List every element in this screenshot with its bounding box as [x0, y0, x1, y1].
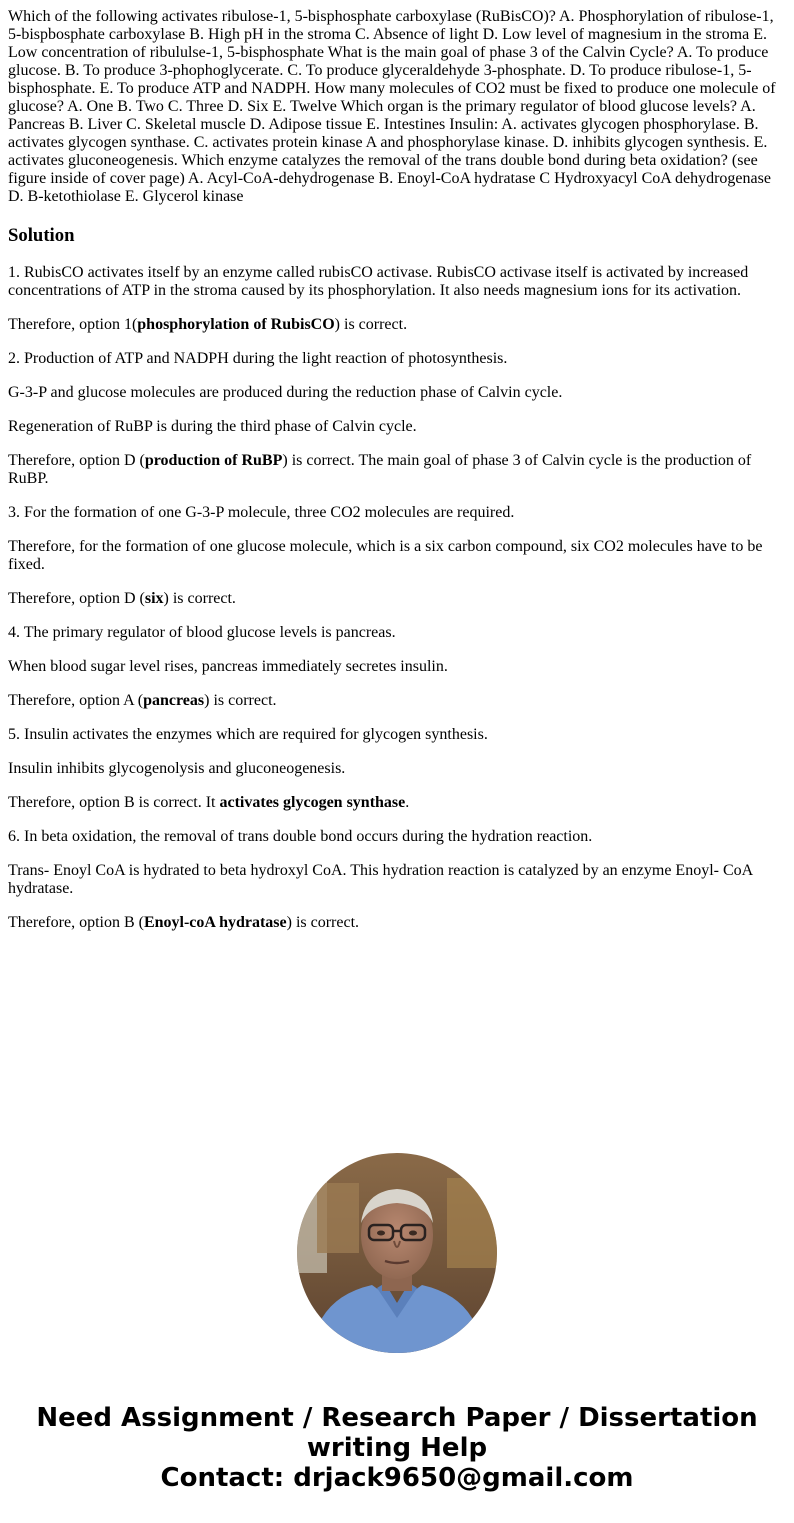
promo-line-1: Need Assignment / Research Paper / Dissertation	[36, 1403, 758, 1433]
solution-paragraph-11: 6. In beta oxidation, the removal of trans double bond occurs during the hydration reaction.	[8, 828, 593, 845]
solution-answer-2	[8, 452, 786, 488]
answer-prefix: Therefore, option A (	[8, 692, 144, 709]
answer-highlight: activates glycogen synthase	[219, 794, 406, 811]
solution-paragraph-5: 3. For the formation of one G-3-P molecule, three CO2 molecules are required.	[8, 504, 515, 521]
avatar	[297, 1153, 497, 1353]
solution-paragraph-2: 2. Production of ATP and NADPH during the light reaction of photosynthesis.	[8, 350, 508, 367]
answer-prefix: Therefore, option B is correct. It	[8, 794, 220, 811]
avatar-photo	[297, 1153, 497, 1353]
answer-highlight: production of RuBP	[144, 452, 283, 469]
answer-suffix: ) is correct.	[334, 316, 408, 333]
answer-suffix: .	[405, 794, 410, 811]
solution-paragraph-10: Insulin inhibits glycogenolysis and gluconeogenesis.	[8, 760, 346, 777]
promo-banner	[0, 1403, 794, 1493]
solution-paragraph-12: Trans- Enoyl CoA is hydrated to beta hydroxyl CoA. This hydration reaction is catalyzed by an enzyme Enoyl- CoA hydratase.	[8, 862, 753, 897]
solution-paragraph-8: When blood sugar level rises, pancreas immediately secretes insulin.	[8, 658, 448, 675]
answer-highlight: six	[144, 590, 164, 607]
solution-paragraph-9: 5. Insulin activates the enzymes which are required for glycogen synthesis.	[8, 726, 488, 743]
answer-suffix: ) is correct. The main goal of phase 3 of Calvin cycle is the production of RuBP.	[8, 452, 752, 487]
solution-answer-4	[8, 692, 786, 710]
solution-paragraph-1: 1. RubisCO activates itself by an enzyme called rubisCO activase. RubisCO activase itself is activated by increased concentrations of ATP in the stroma caused by its phosphorylation. It also needs magnesium ions for its activation.	[8, 264, 749, 299]
answer-suffix: ) is correct.	[163, 590, 236, 607]
solution-paragraph-7: 4. The primary regulator of blood glucose levels is pancreas.	[8, 624, 396, 641]
solution-answer-3	[8, 590, 786, 608]
question-text: Which of the following activates ribulose-1, 5-bisphosphate carboxylase (RuBisCO)? A. Phosphorylation of ribulose-1, 5-bispbosphate carboxylase B. High pH in the stroma C. Absence of light D. Low level of magnesium in the stroma E. Low concentration of ribululse-1, 5-bisphosphate What is the main goal of phase 3 of the Calvin Cycle? A. To produce glucose. B. To produce 3-phophoglycerate. C. To produce glyceraldehyde 3-phosphate. D. To produce ribulose-1, 5-bisphosphate. E. To produce ATP and NADPH. How many molecules of CO2 must be fixed to produce one molecule of glucose? A. One B. Two C. Three D. Six E. Twelve Which organ is the primary regulator of blood glucose levels? A. Pancreas B. Liver C. Skeletal muscle D. Adipose tissue E. Intestines Insulin: A. activates glycogen phosphorylase. B. activates glycogen synthase. C. activates protein kinase A and phosphorylase kinase. D. inhibits glycogen synthesis. E. activates gluconeogenesis. Which enzyme catalyzes the removal of the trans double bond during beta oxidation? (see figure inside of cover page) A. Acyl-CoA-dehydrogenase B. Enoyl-CoA hydratase C Hydroxyacyl CoA dehydrogenase D. B-ketothiolase E. Glycerol kinase	[8, 8, 776, 205]
answer-prefix: Therefore, option B (	[8, 914, 144, 931]
solution-paragraph-4: Regeneration of RuBP is during the third phase of Calvin cycle.	[8, 418, 417, 435]
solution-answer-1	[8, 316, 786, 334]
answer-prefix: Therefore, option D (	[8, 590, 145, 607]
answer-prefix: Therefore, option D (	[8, 452, 145, 469]
answer-highlight: Enoyl-coA hydratase	[143, 914, 287, 931]
solution-paragraph-6: Therefore, for the formation of one glucose molecule, which is a six carbon compound, six CO2 molecules have to be fixed.	[8, 538, 763, 573]
answer-suffix: ) is correct.	[286, 914, 360, 931]
answer-highlight: phosphorylation of RubisCO	[137, 316, 335, 333]
solution-answer-5	[8, 794, 786, 812]
promo-contact: Contact: drjack9650@gmail.com	[160, 1463, 634, 1493]
answer-suffix: ) is correct.	[204, 692, 277, 709]
solution-heading: Solution	[8, 225, 75, 246]
solution-paragraph-3: G-3-P and glucose molecules are produced during the reduction phase of Calvin cycle.	[8, 384, 563, 401]
answer-prefix: Therefore, option 1(	[8, 316, 138, 333]
promo-line-2: writing Help	[306, 1433, 488, 1463]
answer-highlight: pancreas	[143, 692, 205, 709]
solution-answer-6	[8, 914, 786, 932]
